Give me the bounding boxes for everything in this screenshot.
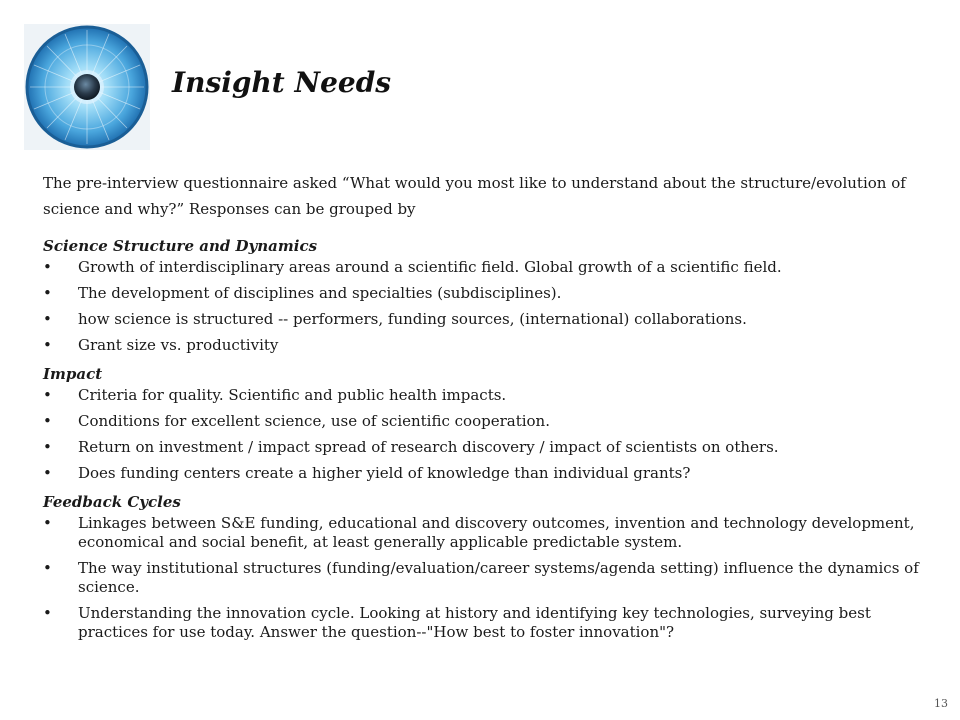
list-item-text: Return on investment / impact spread of research discovery / impact of scientists on others. [78, 438, 779, 456]
list-item-text: The development of disciplines and specialties (subdisciplines). [78, 284, 562, 302]
bullet-icon: • [43, 559, 52, 577]
bullet-icon: • [43, 310, 52, 328]
list-item [43, 386, 923, 405]
bullet-icon: • [43, 514, 52, 532]
intro-paragraph: The pre-interview questionnaire asked “What would you most like to understand about the structure/evolution of science and why?” Responses can be grouped by [43, 174, 906, 218]
bullet-list [43, 514, 923, 642]
list-item [43, 336, 923, 355]
bullet-icon: • [43, 336, 52, 354]
list-item [43, 464, 923, 483]
list-item [43, 559, 923, 597]
section-heading: Feedback Cycles [43, 493, 181, 511]
list-item [43, 284, 923, 303]
bullet-icon: • [43, 412, 52, 430]
list-item-text: Growth of interdisciplinary areas around a scientific field. Global growth of a scientific field. [78, 258, 782, 276]
list-item [43, 412, 923, 431]
section-heading: Science Structure and Dynamics [43, 237, 318, 255]
list-item-text: Conditions for excellent science, use of scientific cooperation. [78, 412, 550, 430]
slide-content [43, 170, 923, 649]
list-item-text: how science is structured -- performers, funding sources, (international) collaborations. [78, 310, 747, 328]
list-item-text: Grant size vs. productivity [78, 336, 279, 354]
eye-iris-icon [24, 24, 150, 150]
bullet-list [43, 258, 923, 355]
bullet-icon: • [43, 258, 52, 276]
list-item-text: Linkages between S&E funding, educational and discovery outcomes, invention and technology development, economical and social benefit, at least generally applicable predictable system. [78, 514, 915, 551]
slide-title: Insight Needs [172, 66, 392, 99]
list-item [43, 604, 923, 642]
bullet-list [43, 386, 923, 483]
list-item [43, 514, 923, 552]
list-item [43, 258, 923, 277]
bullet-icon: • [43, 438, 52, 456]
list-item [43, 438, 923, 457]
bullet-icon: • [43, 464, 52, 482]
list-item-text: The way institutional structures (funding/evaluation/career systems/agenda setting) influence the dynamics of science. [78, 559, 919, 596]
sections-container [43, 234, 923, 642]
list-item-text: Criteria for quality. Scientific and public health impacts. [78, 386, 507, 404]
list-item-text: Understanding the innovation cycle. Looking at history and identifying key technologies, surveying best practices for use today. Answer the question--"How best to foster innovation"? [78, 604, 871, 641]
list-item [43, 310, 923, 329]
section-heading: Impact [43, 365, 103, 383]
bullet-icon: • [43, 604, 52, 622]
bullet-icon: • [43, 386, 52, 404]
page-number: 13 [934, 697, 948, 710]
bullet-icon: • [43, 284, 52, 302]
list-item-text: Does funding centers create a higher yield of knowledge than individual grants? [78, 464, 691, 482]
